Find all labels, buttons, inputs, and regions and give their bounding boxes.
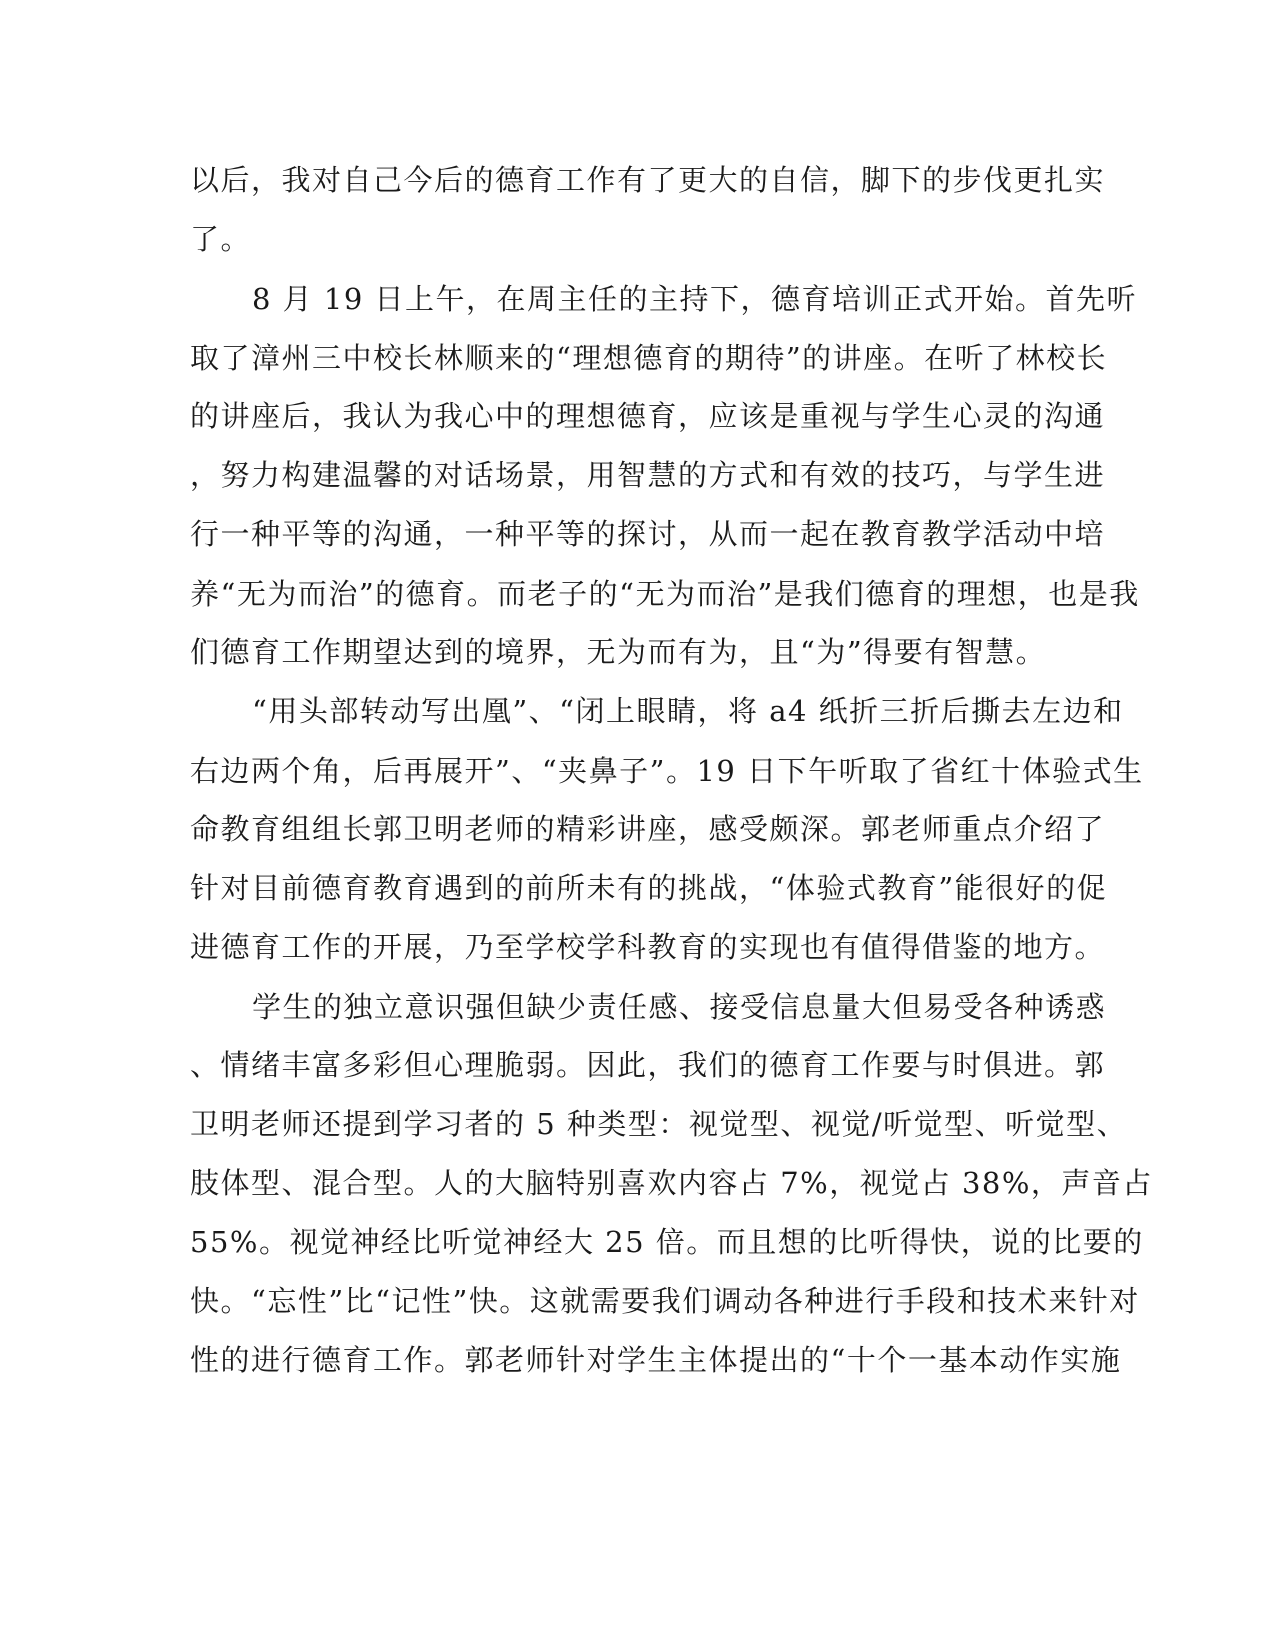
text-line: 了。	[190, 222, 252, 256]
text-line: 55%。视觉神经比听觉神经大 25 倍。而且想的比听得快，说的比要的	[190, 1225, 1144, 1259]
text-line: 们德育工作期望达到的境界，无为而有为，且“为”得要有智慧。	[190, 635, 1047, 669]
text-line: 肢体型、混合型。人的大脑特别喜欢内容占 7%，视觉占 38%，声音占	[190, 1166, 1153, 1200]
text-line: 卫明老师还提到学习者的 5 种类型：视觉型、视觉/听觉型、听觉型、	[190, 1107, 1128, 1141]
text-line: ，努力构建温馨的对话场景，用智慧的方式和有效的技巧，与学生进	[190, 458, 1106, 492]
paragraph-first-line: 学生的独立意识强但缺少责任感、接受信息量大但易受各种诱惑	[252, 990, 1107, 1024]
text-line: 以后，我对自己今后的德育工作有了更大的自信，脚下的步伐更扎实	[190, 163, 1106, 197]
text-line: 行一种平等的沟通，一种平等的探讨，从而一起在教育教学活动中培	[190, 517, 1106, 551]
text-line: 的讲座后，我认为我心中的理想德育，应该是重视与学生心灵的沟通	[190, 399, 1106, 433]
text-line: 取了漳州三中校长林顺来的“理想德育的期待”的讲座。在听了林校长	[190, 341, 1108, 375]
text-line: 针对目前德育教育遇到的前所未有的挑战，“体验式教育”能很好的促	[190, 871, 1108, 905]
text-line: 右边两个角，后再展开”、“夹鼻子”。19 日下午听取了省红十体验式生	[190, 754, 1144, 788]
text-line: 养“无为而治”的德育。而老子的“无为而治”是我们德育的理想，也是我	[190, 577, 1140, 611]
text-line: 进德育工作的开展，乃至学校学科教育的实现也有值得借鉴的地方。	[190, 930, 1106, 964]
paragraph-first-line: “用头部转动写出凰”、“闭上眼睛，将 a4 纸折三折后撕去左边和	[252, 694, 1124, 728]
paragraph-first-line: 8 月 19 日上午，在周主任的主持下，德育培训正式开始。首先听	[252, 282, 1138, 316]
text-line: 命教育组组长郭卫明老师的精彩讲座，感受颇深。郭老师重点介绍了	[190, 812, 1106, 846]
text-line: 快。“忘性”比“记性”快。这就需要我们调动各种进行手段和技术来针对	[190, 1284, 1140, 1318]
text-line: 性的进行德育工作。郭老师针对学生主体提出的“十个一基本动作实施	[190, 1343, 1122, 1377]
text-line: 、情绪丰富多彩但心理脆弱。因此，我们的德育工作要与时俱进。郭	[190, 1048, 1106, 1082]
